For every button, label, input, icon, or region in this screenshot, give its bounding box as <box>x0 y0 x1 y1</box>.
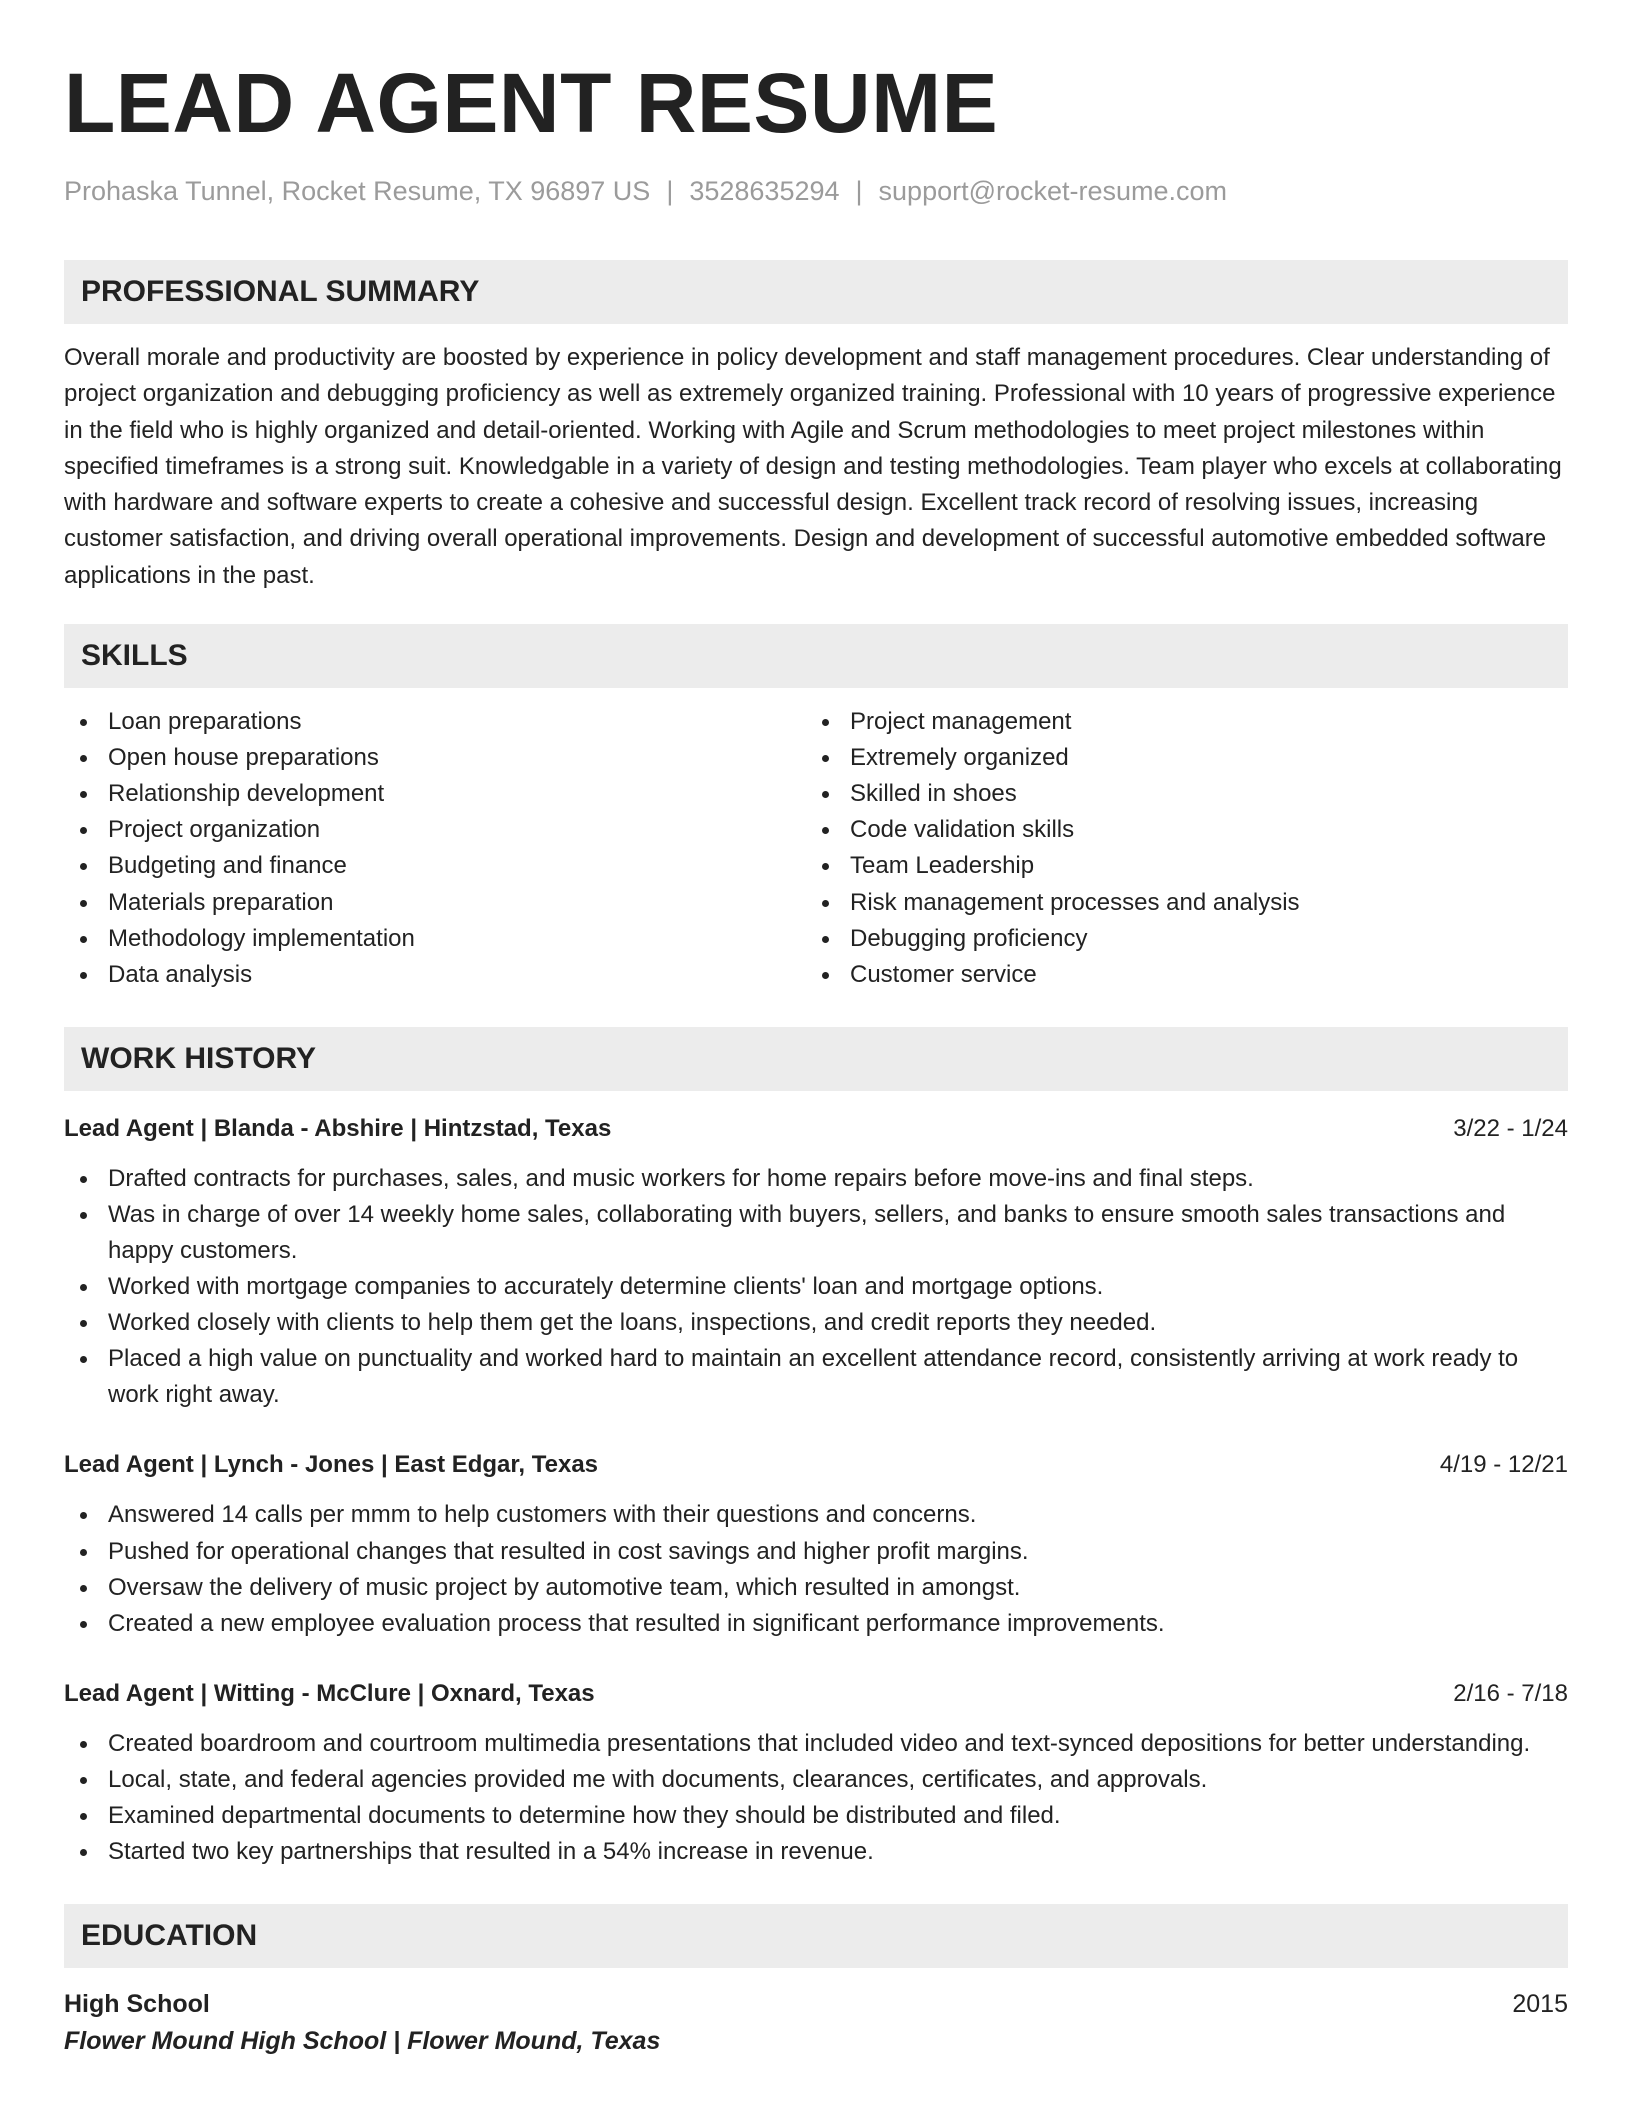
job-title: Lead Agent | Lynch - Jones | East Edgar, Texas <box>64 1451 599 1479</box>
resume-page <box>64 58 1568 2060</box>
resume-title: LEAD AGENT RESUME <box>64 56 999 150</box>
job-bullet: Pushed for operational changes that resulted in cost savings and higher profit margins. <box>64 1534 1568 1570</box>
job-header <box>64 1111 1568 1147</box>
job-bullet: Was in charge of over 14 weekly home sales, collaborating with buyers, sellers, and banks to ensure smooth sales transactions and happy customers. <box>64 1197 1568 1269</box>
job-entry <box>64 1111 1568 1414</box>
job-bullet: Worked with mortgage companies to accurately determine clients' loan and mortgage options. <box>64 1269 1568 1305</box>
skills-column-left <box>64 704 806 993</box>
job-header <box>64 1676 1568 1712</box>
job-entry <box>64 1676 1568 1870</box>
skills-column-right <box>806 704 1548 993</box>
skill-item: Skilled in shoes <box>806 776 1548 812</box>
skills-list <box>64 704 1568 993</box>
contact-separator: | <box>666 176 674 206</box>
job-bullets <box>64 1726 1568 1870</box>
skills-heading: SKILLS <box>64 624 1568 688</box>
job-bullet: Answered 14 calls per mmm to help customers with their questions and concerns. <box>64 1497 1568 1533</box>
job-entry <box>64 1447 1568 1641</box>
work-history-heading: WORK HISTORY <box>64 1027 1568 1091</box>
job-bullet: Local, state, and federal agencies provided me with documents, clearances, certificates, and approvals. <box>64 1762 1568 1798</box>
education-entry <box>64 1986 1568 2060</box>
job-title: Lead Agent | Blanda - Abshire | Hintzstad, Texas <box>64 1114 612 1142</box>
contact-address: Prohaska Tunnel, Rocket Resume, TX 96897 US <box>64 176 651 206</box>
job-bullet: Worked closely with clients to help them get the loans, inspections, and credit reports they needed. <box>64 1305 1568 1341</box>
education-school: Flower Mound High School | Flower Mound, Texas <box>64 2027 661 2056</box>
job-dates: 3/22 - 1/24 <box>1453 1114 1568 1142</box>
skill-item: Materials preparation <box>64 885 806 921</box>
job-bullet: Started two key partnerships that resulted in a 54% increase in revenue. <box>64 1834 1568 1870</box>
skill-item: Methodology implementation <box>64 921 806 957</box>
skill-item: Data analysis <box>64 957 806 993</box>
contact-email: support@rocket-resume.com <box>878 176 1228 206</box>
job-dates: 4/19 - 12/21 <box>1439 1451 1568 1479</box>
skill-item: Project management <box>806 704 1548 740</box>
summary-heading: PROFESSIONAL SUMMARY <box>64 260 1568 324</box>
job-bullet: Placed a high value on punctuality and worked hard to maintain an excellent attendance record, consistently arriving at work ready to work right away. <box>64 1341 1568 1413</box>
skill-item: Loan preparations <box>64 704 806 740</box>
skill-item: Customer service <box>806 957 1548 993</box>
skill-item: Code validation skills <box>806 812 1548 848</box>
education-heading: EDUCATION <box>64 1904 1568 1968</box>
skill-item: Extremely organized <box>806 740 1548 776</box>
job-bullets <box>64 1497 1568 1641</box>
job-bullet: Drafted contracts for purchases, sales, and music workers for home repairs before move-ins and final steps. <box>64 1161 1568 1197</box>
job-dates: 2/16 - 7/18 <box>1453 1679 1568 1707</box>
education-degree: High School <box>64 1990 210 2019</box>
skill-item: Relationship development <box>64 776 806 812</box>
skill-item: Team Leadership <box>806 848 1548 884</box>
job-header <box>64 1447 1568 1483</box>
job-bullets <box>64 1161 1568 1414</box>
contact-line <box>64 174 1568 208</box>
job-bullet: Oversaw the delivery of music project by automotive team, which resulted in amongst. <box>64 1570 1568 1606</box>
contact-phone: 3528635294 <box>689 176 840 206</box>
skill-item: Project organization <box>64 812 806 848</box>
skill-item: Debugging proficiency <box>806 921 1548 957</box>
job-title: Lead Agent | Witting - McClure | Oxnard, Texas <box>64 1679 595 1707</box>
education-year: 2015 <box>1512 1990 1568 2019</box>
job-bullet: Created boardroom and courtroom multimedia presentations that included video and text-synced depositions for better understanding. <box>64 1726 1568 1762</box>
skill-item: Budgeting and finance <box>64 848 806 884</box>
skill-item: Risk management processes and analysis <box>806 885 1548 921</box>
summary-text: Overall morale and productivity are boosted by experience in policy development and staff management procedures. Clear understanding of project organization and debugging proficiency as well as extremely organized training. Professional with 10 years of progressive experience in the field who is highly organized and detail-oriented. Working with Agile and Scrum methodologies to meet project milestones within specified timeframes is a strong suit. Knowledgable in a variety of design and testing methodologies. Team player who excels at collaborating with hardware and software experts to create a cohesive and successful design. Excellent track record of resolving issues, increasing customer satisfaction, and driving overall operational improvements. Design and development of successful automotive embedded software applications in the past. <box>64 344 1562 589</box>
job-bullet: Created a new employee evaluation process that resulted in significant performance improvements. <box>64 1606 1568 1642</box>
education-header <box>64 1986 1568 2022</box>
skill-item: Open house preparations <box>64 740 806 776</box>
contact-separator: | <box>855 176 863 206</box>
job-bullet: Examined departmental documents to determine how they should be distributed and filed. <box>64 1798 1568 1834</box>
